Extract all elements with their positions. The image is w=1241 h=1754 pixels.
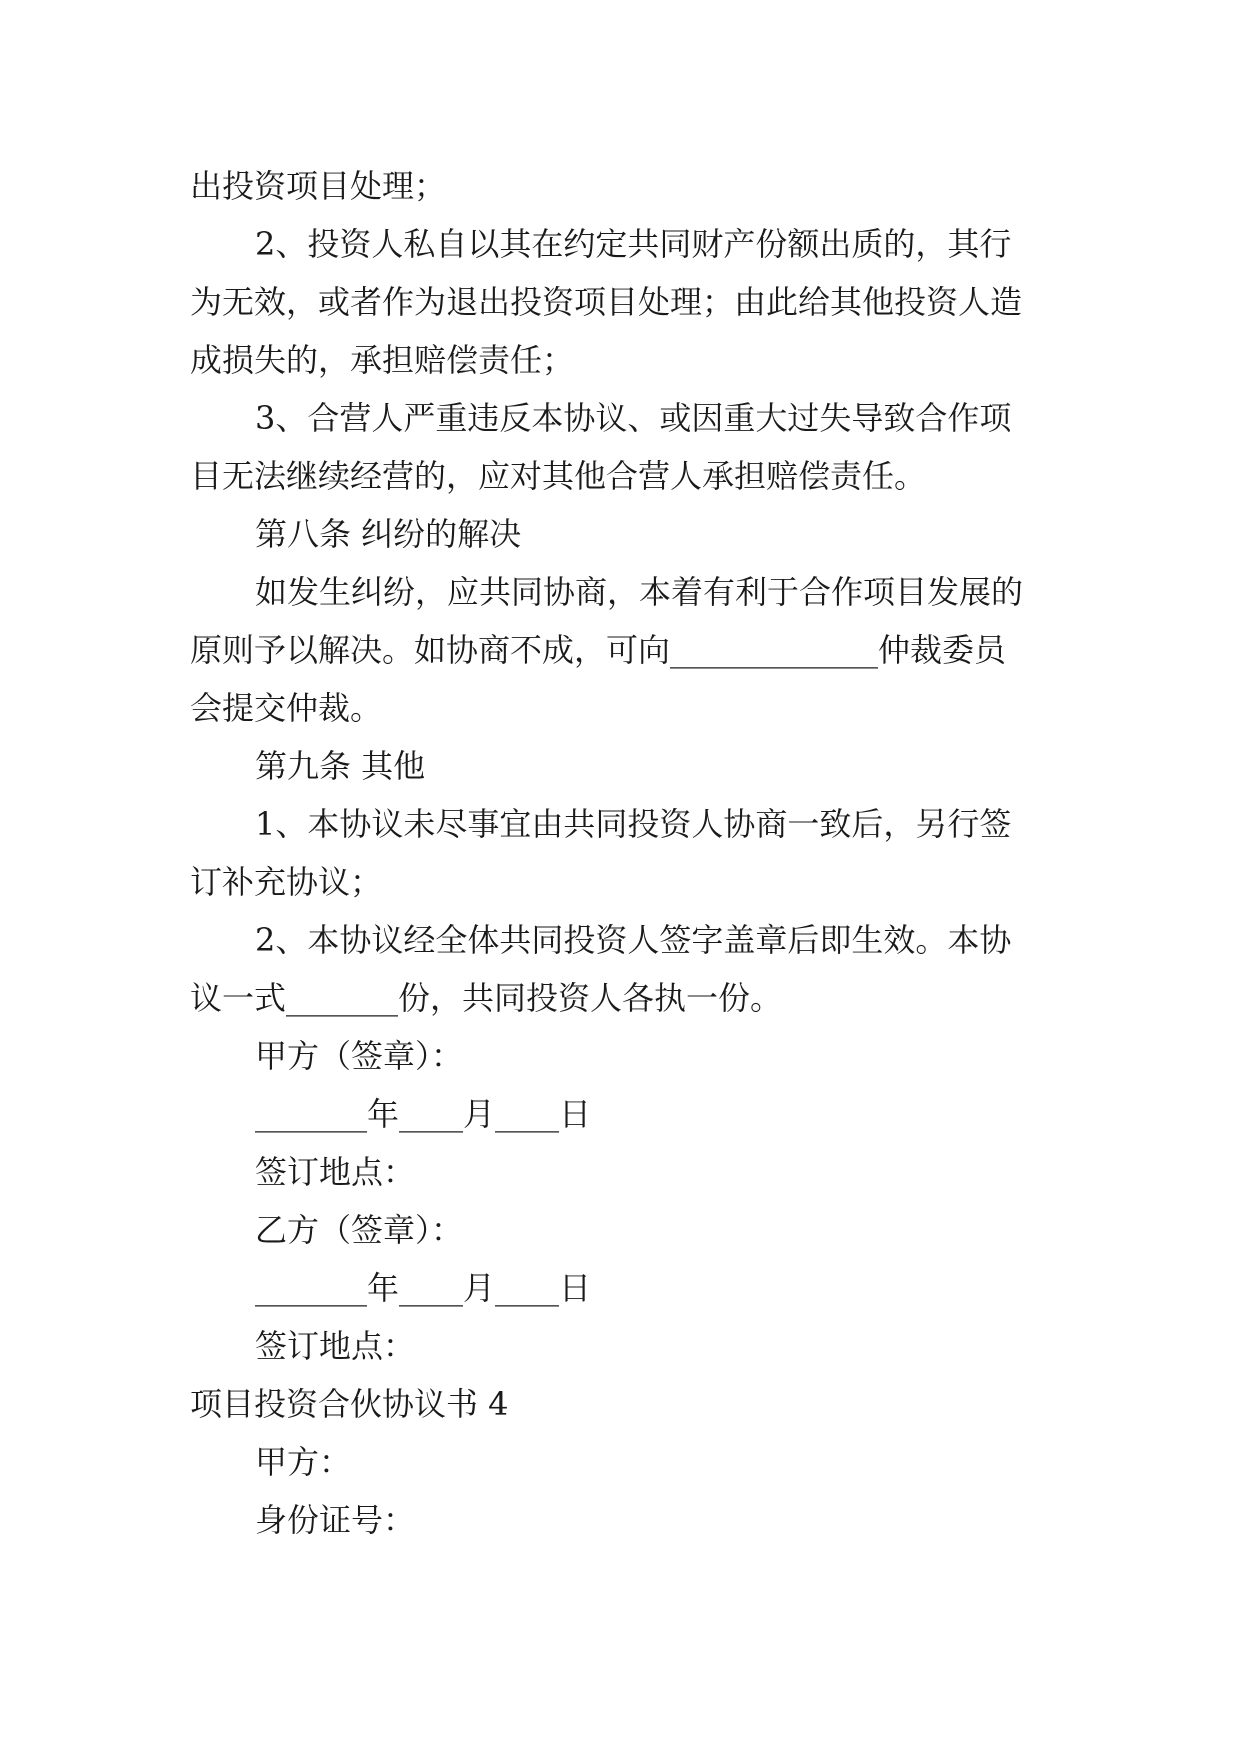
id-number-label: 身份证号： [255,1501,416,1539]
party-b-signature-label: 乙方（签章）： [255,1211,464,1249]
clause-2-line: 2、投资人私自以其在约定共同财产份额出质的，其行 [255,225,1012,263]
body-text-line: 会提交仲裁。 [190,689,383,727]
copies-blank-line: 议一式_______份，共同投资人各执一份。 [190,979,783,1017]
body-text-line: 订补充协议； [190,863,383,901]
other-clause-1-line: 1、本协议未尽事宜由共同投资人协商一致后，另行签 [255,805,1012,843]
party-a-place-label: 签订地点： [255,1153,416,1191]
arbitration-blank-line: 原则予以解决。如协商不成，可向_____________仲裁委员 [190,631,1007,669]
clause-3-line: 3、合营人严重违反本协议、或因重大过失导致合作项 [255,399,1012,437]
dispute-paragraph-line: 如发生纠纷，应共同协商，本着有利于合作项目发展的 [255,573,1024,611]
party-a-date-blank: _______年____月____日 [255,1095,592,1133]
section-title: 项目投资合伙协议书 4 [190,1385,509,1423]
article-8-heading: 第八条 纠纷的解决 [255,515,522,553]
party-b-place-label: 签订地点： [255,1327,416,1365]
body-text-line: 为无效，或者作为退出投资项目处理；由此给其他投资人造 [190,283,1023,321]
other-clause-2-line: 2、本协议经全体共同投资人签字盖章后即生效。本协 [255,921,1012,959]
party-b-date-blank: _______年____月____日 [255,1269,592,1307]
party-a-signature-label: 甲方（签章）： [255,1037,464,1075]
body-text-line: 出投资项目处理； [190,167,447,205]
body-text-line: 目无法继续经营的，应对其他合营人承担赔偿责任。 [190,457,927,495]
article-9-heading: 第九条 其他 [255,747,426,785]
party-a-label: 甲方： [255,1443,352,1481]
body-text-line: 成损失的，承担赔偿责任； [190,341,575,379]
